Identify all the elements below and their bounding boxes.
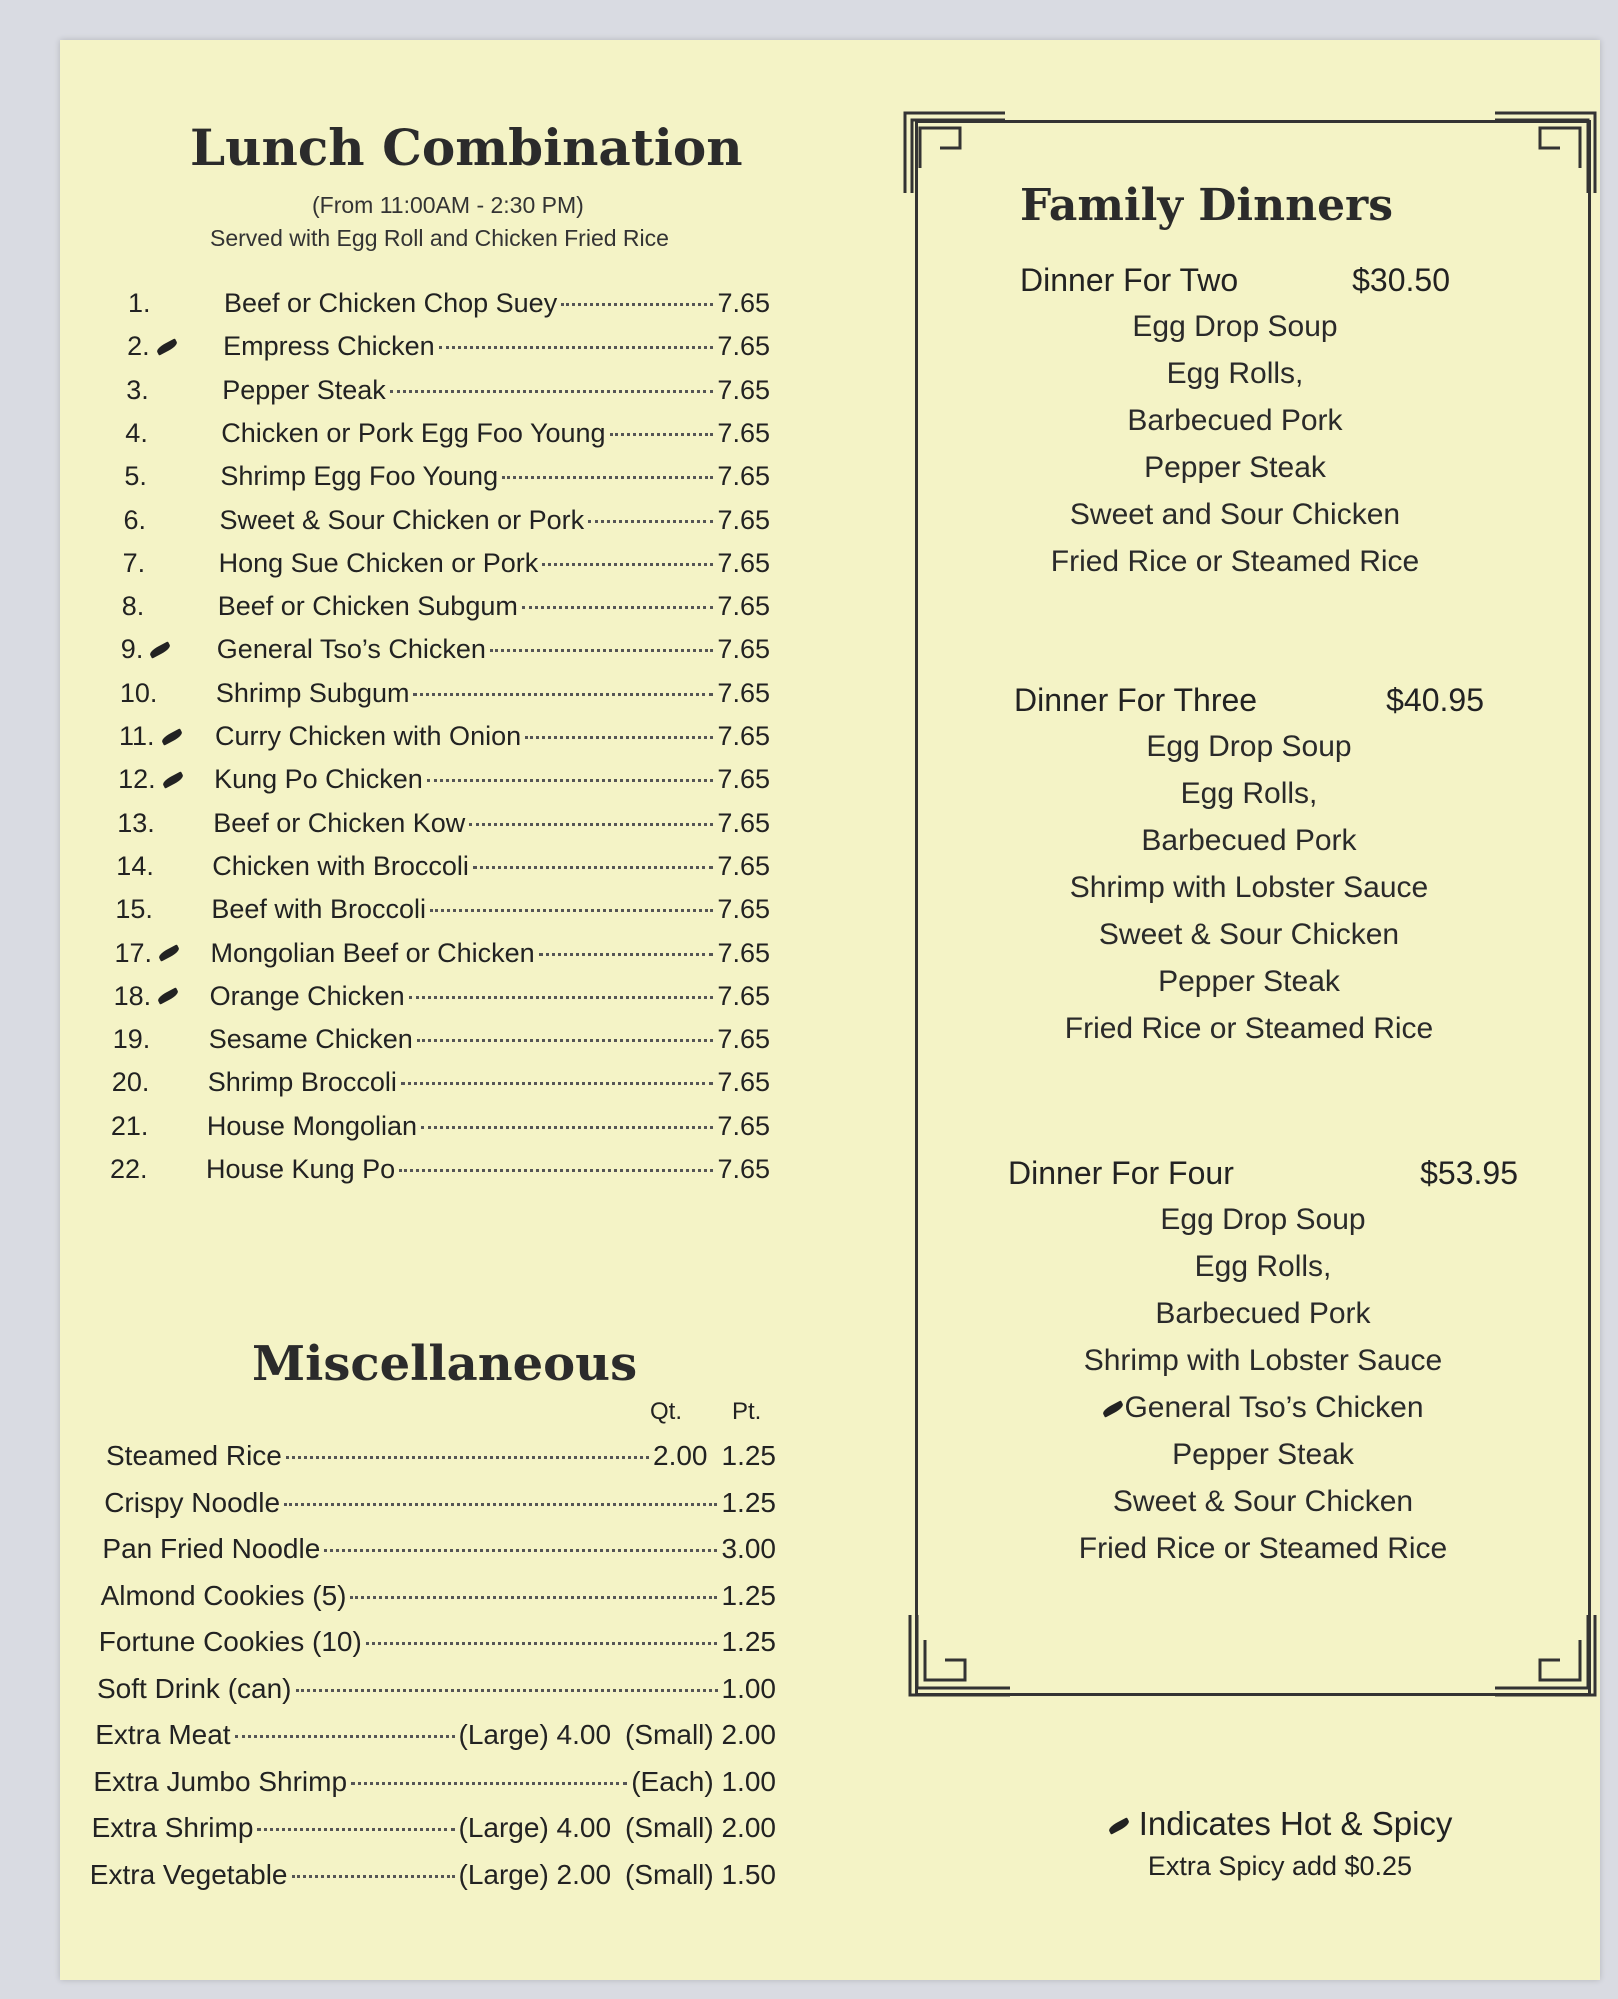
family-dinner-item-text: Shrimp with Lobster Sauce xyxy=(1083,1344,1443,1377)
family-dinner-header xyxy=(1020,262,1450,299)
family-dinner-item xyxy=(1014,1005,1484,1052)
chili-pepper-icon xyxy=(149,641,172,658)
misc-item-name: Almond Cookies (5) xyxy=(100,1579,347,1611)
misc-item-row xyxy=(99,1626,776,1658)
family-dinner-item-text: Egg Rolls, xyxy=(1180,777,1318,810)
family-dinner-item xyxy=(1020,397,1450,444)
misc-item-name: Steamed Rice xyxy=(106,1440,282,1471)
family-dinner-item xyxy=(1020,491,1450,538)
lunch-item-number-text: 14. xyxy=(116,850,154,881)
lunch-item-name: Shrimp Subgum xyxy=(215,677,410,708)
lunch-item-name: Kung Po Chicken xyxy=(214,764,423,795)
misc-item-name: Soft Drink (can) xyxy=(97,1672,292,1704)
misc-item-name: Extra Shrimp xyxy=(91,1812,254,1843)
lunch-item-name: Empress Chicken xyxy=(223,331,435,362)
lunch-item-row xyxy=(113,1024,770,1055)
lunch-item-name: Chicken or Pork Egg Foo Young xyxy=(221,417,606,448)
lunch-item-row xyxy=(117,808,770,839)
lunch-item-price: 7.65 xyxy=(717,850,770,881)
lunch-item-price: 7.65 xyxy=(717,1067,770,1098)
misc-item-price-2: 1.25 xyxy=(721,1440,776,1471)
lunch-item-price: 7.65 xyxy=(717,1024,770,1055)
family-dinner-item-text: Barbecued Pork xyxy=(1155,1297,1371,1330)
lunch-item-price: 7.65 xyxy=(717,1110,770,1141)
misc-col-pt: Pt. xyxy=(732,1398,762,1425)
dot-leader xyxy=(421,1126,713,1129)
lunch-item-name: Hong Sue Chicken or Pork xyxy=(218,547,539,578)
misc-item-price: 2.00 xyxy=(653,1440,708,1471)
family-dinner-item-text: Barbecued Pork xyxy=(1127,404,1343,437)
lunch-item-price: 7.65 xyxy=(717,288,770,318)
misc-item-price: (Large) 4.00 xyxy=(458,1812,612,1843)
lunch-item-price: 7.65 xyxy=(717,807,770,838)
family-dinner-item xyxy=(1008,1337,1518,1384)
dot-leader xyxy=(413,693,713,696)
lunch-item-number xyxy=(115,894,211,925)
lunch-item-number-text: 7. xyxy=(122,547,146,578)
misc-item-row xyxy=(101,1580,776,1612)
misc-item-name: Crispy Noodle xyxy=(104,1486,281,1518)
lunch-item-row xyxy=(123,548,770,579)
dot-leader xyxy=(296,1689,718,1692)
lunch-item-row xyxy=(125,418,770,449)
misc-item-price-2: (Small) 1.50 xyxy=(625,1858,776,1890)
family-dinner-name: Dinner For Three xyxy=(1014,682,1258,718)
frame-corner-ornament-top-left xyxy=(900,108,1010,198)
lunch-item-price: 7.65 xyxy=(717,547,770,578)
lunch-item-number-text: 10. xyxy=(119,677,158,708)
lunch-item-row xyxy=(124,461,770,492)
family-dinner-item-text: Pepper Steak xyxy=(1172,1438,1354,1471)
lunch-item-price: 7.65 xyxy=(717,417,770,448)
dot-leader xyxy=(588,520,713,523)
misc-item-row xyxy=(97,1673,776,1705)
family-dinner-item-text: Sweet & Sour Chicken xyxy=(1112,1485,1414,1518)
lunch-item-price: 7.65 xyxy=(717,374,770,405)
family-dinner-item xyxy=(1008,1384,1518,1431)
family-dinner-item-text: Barbecued Pork xyxy=(1141,824,1357,857)
misc-item-row xyxy=(95,1719,776,1751)
family-dinner-item xyxy=(1014,911,1484,958)
lunch-item-number-text: 8. xyxy=(121,591,145,622)
lunch-item-name: Beef with Broccoli xyxy=(211,894,426,925)
family-dinner-item-text: Pepper Steak xyxy=(1144,451,1326,484)
dot-leader xyxy=(502,476,713,479)
extra-spicy-note: Extra Spicy add $0.25 xyxy=(1147,1851,1413,1881)
dot-leader xyxy=(610,433,714,436)
family-dinner-block xyxy=(1014,682,1484,1052)
misc-item-price-2: (Small) 2.00 xyxy=(625,1719,776,1750)
family-dinner-item xyxy=(1008,1478,1518,1525)
lunch-item-name: General Tso’s Chicken xyxy=(216,634,486,665)
frame-corner-ornament-bottom-right xyxy=(1490,1610,1600,1700)
family-dinner-item xyxy=(1020,350,1450,397)
lunch-item-row xyxy=(127,331,770,362)
lunch-item-name: Orange Chicken xyxy=(209,980,405,1011)
misc-item-name: Extra Meat xyxy=(95,1719,231,1750)
dot-leader xyxy=(539,953,714,956)
misc-item-price: (Each) 1.00 xyxy=(631,1765,776,1797)
lunch-item-name: Chicken with Broccoli xyxy=(212,850,469,881)
misc-item-name: Pan Fried Noodle xyxy=(102,1533,321,1564)
lunch-item-name: Shrimp Broccoli xyxy=(207,1067,397,1098)
lunch-item-row xyxy=(126,375,770,406)
misc-item-price: 3.00 xyxy=(721,1533,776,1564)
family-dinner-item-text: Fried Rice or Steamed Rice xyxy=(1050,545,1420,578)
lunch-item-name: House Kung Po xyxy=(206,1154,396,1184)
family-dinner-item xyxy=(1008,1196,1518,1243)
dot-leader xyxy=(417,1039,714,1042)
chili-pepper-icon xyxy=(161,771,184,788)
family-dinner-item-text: Egg Rolls, xyxy=(1194,1250,1332,1283)
family-dinner-item xyxy=(1014,817,1484,864)
dot-leader xyxy=(473,866,714,869)
lunch-item-row xyxy=(120,678,770,709)
lunch-item-number-text: 13. xyxy=(117,807,155,838)
family-dinner-item xyxy=(1014,864,1484,911)
lunch-item-row xyxy=(124,505,771,536)
lunch-item-row xyxy=(116,851,770,882)
lunch-item-number-text: 3. xyxy=(126,374,149,405)
lunch-item-name: Pepper Steak xyxy=(222,374,386,405)
lunch-hours: (From 11:00AM - 2:30 PM) xyxy=(312,192,584,218)
dot-leader xyxy=(366,1642,718,1645)
family-dinner-item xyxy=(1020,538,1450,585)
dot-leader xyxy=(490,649,713,652)
dot-leader xyxy=(399,1169,713,1172)
family-dinner-block xyxy=(1020,262,1450,585)
family-dinner-item xyxy=(1020,444,1450,491)
lunch-item-number xyxy=(117,808,213,839)
lunch-item-number xyxy=(114,981,210,1012)
lunch-item-name: Shrimp Egg Foo Young xyxy=(220,461,499,492)
family-dinner-item xyxy=(1008,1525,1518,1572)
lunch-item-number-text: 15. xyxy=(115,894,153,925)
misc-item-name: Extra Jumbo Shrimp xyxy=(93,1765,348,1797)
lunch-item-price: 7.65 xyxy=(717,504,770,535)
misc-item-name: Fortune Cookies (10) xyxy=(98,1626,362,1657)
family-dinner-item-text: General Tso’s Chicken xyxy=(1124,1391,1424,1424)
family-dinner-item-text: Fried Rice or Steamed Rice xyxy=(1064,1012,1434,1045)
misc-item-row xyxy=(93,1766,776,1798)
lunch-item-row xyxy=(114,981,770,1012)
lunch-item-number-text: 18. xyxy=(113,980,152,1011)
lunch-item-row xyxy=(112,1067,770,1098)
misc-item-name: Extra Vegetable xyxy=(89,1858,288,1890)
family-dinner-item xyxy=(1014,958,1484,1005)
lunch-item-number-text: 6. xyxy=(123,504,147,535)
lunch-item-name: Curry Chicken with Onion xyxy=(215,721,522,751)
family-dinner-item xyxy=(1008,1243,1518,1290)
lunch-item-number xyxy=(113,1024,209,1055)
lunch-item-row xyxy=(115,938,771,969)
misc-item-row xyxy=(104,1487,776,1519)
dot-leader xyxy=(439,346,714,349)
dot-leader xyxy=(292,1875,455,1878)
lunch-item-price: 7.65 xyxy=(717,634,770,665)
lunch-item-number xyxy=(118,764,214,795)
family-dinner-name: Dinner For Four xyxy=(1008,1155,1234,1191)
chili-pepper-icon xyxy=(1102,1400,1125,1417)
lunch-item-row xyxy=(121,634,770,665)
lunch-item-row xyxy=(119,721,770,752)
lunch-item-name: Sesame Chicken xyxy=(208,1024,413,1055)
lunch-item-number xyxy=(115,938,211,969)
lunch-item-price: 7.65 xyxy=(717,721,770,751)
family-dinner-item xyxy=(1020,303,1450,350)
lunch-item-number xyxy=(123,548,219,579)
lunch-item-price: 7.65 xyxy=(717,1154,770,1184)
family-dinner-item-text: Shrimp with Lobster Sauce xyxy=(1069,871,1429,904)
lunch-item-number xyxy=(110,1154,206,1185)
lunch-item-row xyxy=(111,1111,770,1142)
family-dinner-item-text: Egg Drop Soup xyxy=(1146,730,1352,763)
dot-leader xyxy=(409,996,714,999)
dot-leader xyxy=(427,779,714,782)
dot-leader xyxy=(351,1782,627,1785)
dot-leader xyxy=(235,1735,455,1738)
family-dinner-item-text: Pepper Steak xyxy=(1158,965,1340,998)
misc-item-row xyxy=(106,1440,776,1472)
family-dinner-item-text: Egg Drop Soup xyxy=(1132,310,1338,343)
misc-item-price: (Large) 4.00 xyxy=(458,1719,612,1750)
lunch-item-number-text: 4. xyxy=(125,417,148,448)
lunch-item-name: Beef or Chicken Chop Suey xyxy=(224,288,558,318)
lunch-item-price: 7.65 xyxy=(717,677,770,708)
lunch-item-price: 7.65 xyxy=(717,764,770,795)
lunch-item-number xyxy=(124,505,220,536)
family-dinner-block xyxy=(1008,1155,1518,1572)
family-dinner-item xyxy=(1014,770,1484,817)
misc-item-price: 1.25 xyxy=(721,1626,776,1657)
family-dinner-name: Dinner For Two xyxy=(1020,262,1239,298)
dot-leader xyxy=(286,1456,649,1459)
misc-item-price: 1.25 xyxy=(721,1579,776,1611)
dot-leader xyxy=(469,823,713,826)
lunch-item-number-text: 19. xyxy=(112,1024,151,1055)
family-dinner-price: $40.95 xyxy=(1386,682,1484,718)
lunch-item-name: Beef or Chicken Subgum xyxy=(217,591,518,622)
lunch-item-row xyxy=(118,764,770,795)
lunch-item-number-text: 22. xyxy=(110,1154,148,1184)
misc-title: Miscellaneous xyxy=(252,1336,638,1392)
lunch-item-price: 7.65 xyxy=(717,461,770,492)
frame-corner-ornament-bottom-left xyxy=(905,1610,1015,1700)
lunch-item-number-text: 1. xyxy=(128,288,151,318)
lunch-item-number xyxy=(126,375,222,406)
lunch-item-price: 7.65 xyxy=(717,980,770,1011)
lunch-item-number-text: 2. xyxy=(127,331,150,362)
family-dinner-item-text: Sweet & Sour Chicken xyxy=(1098,918,1400,951)
family-dinners-title: Family Dinners xyxy=(1020,180,1394,231)
dot-leader xyxy=(542,563,713,566)
dot-leader xyxy=(257,1828,454,1831)
lunch-item-number-text: 5. xyxy=(124,461,147,492)
family-dinner-item xyxy=(1008,1290,1518,1337)
lunch-item-row xyxy=(115,894,770,925)
lunch-item-name: Sweet & Sour Chicken or Pork xyxy=(219,504,585,535)
lunch-item-number xyxy=(112,1067,208,1098)
dot-leader xyxy=(522,606,714,609)
dot-leader xyxy=(390,390,714,393)
misc-item-price: 1.00 xyxy=(721,1672,776,1704)
lunch-title: Lunch Combination xyxy=(190,118,743,177)
misc-col-qt: Qt. xyxy=(650,1398,683,1425)
dot-leader xyxy=(350,1596,717,1599)
family-dinner-item-text: Sweet and Sour Chicken xyxy=(1069,498,1401,531)
lunch-item-number xyxy=(128,288,224,319)
lunch-item-name: House Mongolian xyxy=(206,1110,418,1141)
misc-item-price: 1.25 xyxy=(721,1486,776,1518)
dot-leader xyxy=(525,736,713,739)
family-dinner-item-text: Egg Drop Soup xyxy=(1160,1203,1366,1236)
lunch-item-row xyxy=(128,288,770,319)
misc-item-price: (Large) 2.00 xyxy=(458,1858,612,1890)
lunch-item-row xyxy=(110,1154,770,1185)
chili-pepper-icon xyxy=(157,988,180,1005)
lunch-item-price: 7.65 xyxy=(717,894,770,925)
lunch-item-number-text: 12. xyxy=(118,764,156,795)
lunch-item-number xyxy=(120,678,216,709)
lunch-item-number xyxy=(124,461,220,492)
lunch-item-price: 7.65 xyxy=(717,591,770,622)
chili-pepper-icon xyxy=(160,728,183,745)
lunch-item-price: 7.65 xyxy=(717,331,770,362)
misc-item-price-2: (Small) 2.00 xyxy=(625,1812,776,1843)
family-dinner-header xyxy=(1014,682,1484,719)
dot-leader xyxy=(561,303,713,306)
family-dinner-price: $53.95 xyxy=(1420,1155,1518,1191)
dot-leader xyxy=(324,1549,717,1552)
lunch-served-with: Served with Egg Roll and Chicken Fried Rice xyxy=(210,225,669,251)
spicy-legend xyxy=(1060,1805,1500,1882)
misc-item-row xyxy=(92,1812,776,1844)
spicy-legend-text: Indicates Hot & Spicy xyxy=(1138,1805,1453,1842)
family-dinner-price: $30.50 xyxy=(1352,262,1450,298)
lunch-item-number-text: 17. xyxy=(114,937,153,968)
lunch-item-number xyxy=(122,591,218,622)
misc-item-row xyxy=(90,1859,776,1891)
lunch-item-number xyxy=(119,721,215,752)
lunch-item-number xyxy=(121,634,217,665)
dot-leader xyxy=(284,1503,717,1506)
family-dinner-item-text: Fried Rice or Steamed Rice xyxy=(1078,1532,1448,1565)
lunch-item-number xyxy=(125,418,221,449)
chili-pepper-icon xyxy=(1107,1818,1130,1835)
misc-item-row xyxy=(102,1533,776,1565)
family-dinner-item-text: Egg Rolls, xyxy=(1166,357,1304,390)
lunch-item-number-text: 21. xyxy=(110,1110,149,1141)
lunch-item-number xyxy=(127,331,223,362)
family-dinner-item xyxy=(1008,1431,1518,1478)
lunch-item-price: 7.65 xyxy=(717,937,770,968)
family-dinner-item xyxy=(1014,723,1484,770)
lunch-item-row xyxy=(122,591,770,622)
lunch-item-name: Beef or Chicken Kow xyxy=(213,807,466,838)
chili-pepper-icon xyxy=(155,338,178,355)
frame-corner-ornament-top-right xyxy=(1490,108,1600,198)
dot-leader xyxy=(430,909,713,912)
lunch-item-number xyxy=(111,1111,207,1142)
lunch-item-number-text: 11. xyxy=(119,721,155,751)
family-dinner-header xyxy=(1008,1155,1518,1192)
chili-pepper-icon xyxy=(157,944,180,961)
lunch-item-number-text: 9. xyxy=(120,634,144,665)
lunch-item-number xyxy=(116,851,212,882)
lunch-item-number-text: 20. xyxy=(111,1067,150,1098)
lunch-item-name: Mongolian Beef or Chicken xyxy=(210,937,535,968)
dot-leader xyxy=(401,1082,714,1085)
